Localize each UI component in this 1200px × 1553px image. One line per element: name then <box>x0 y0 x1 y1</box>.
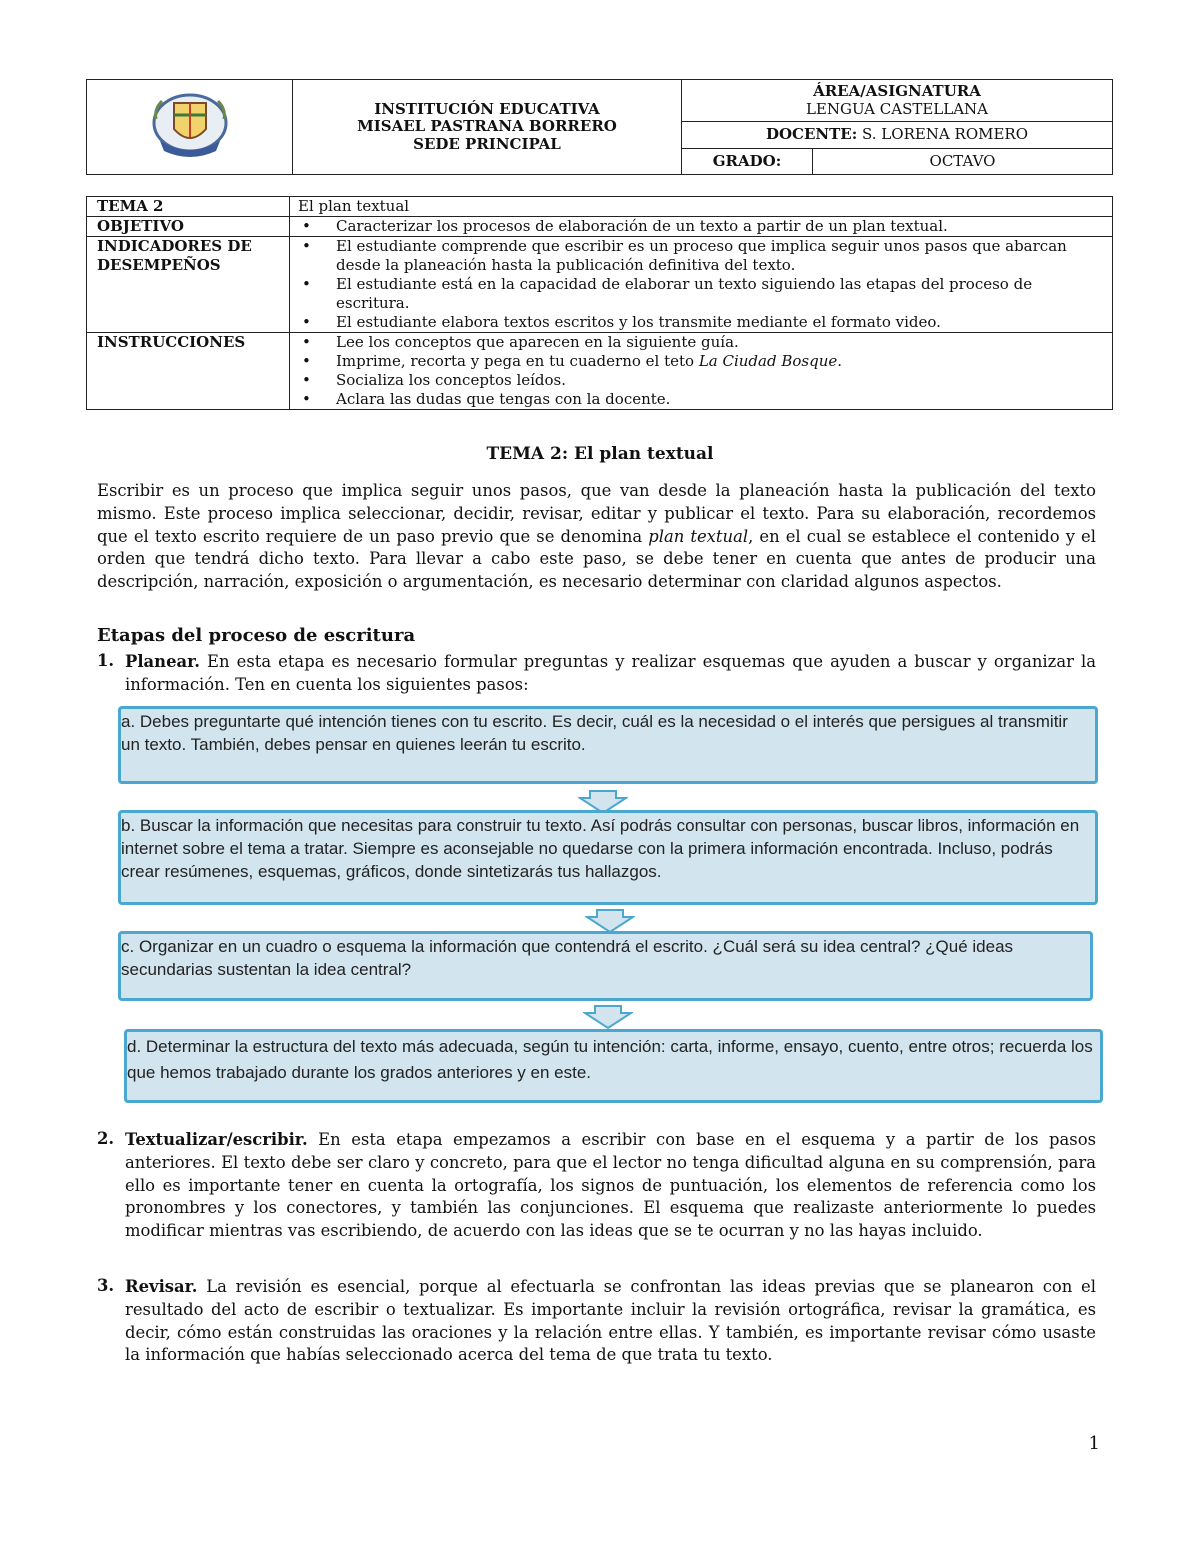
intro-italic: plan textual <box>648 526 749 546</box>
indicadores-cell <box>290 237 1113 333</box>
intro-text-b: , en el cual se establece el contenido y el orden que tendrá dicho texto. Para llevar a cabo este paso, se debe tener en cuenta que antes de producir una descripción, narración, exposición o argumentación, es necesario determinar con claridad algunos aspectos. <box>97 526 1096 592</box>
instruccion-item: • Socializa los conceptos leídos. <box>336 371 1104 390</box>
step3-paragraph <box>125 1276 1096 1367</box>
docente-value: S. LORENA ROMERO <box>862 125 1029 144</box>
indicadores-label: INDICADORES DE DESEMPEÑOS <box>87 237 290 333</box>
tema-value: El plan textual <box>290 197 1113 217</box>
stages-heading: Etapas del proceso de escritura <box>97 625 416 646</box>
page-number: 1 <box>1088 1433 1100 1454</box>
objetivo-item: • Caracterizar los procesos de elaboración de un texto a partir de un plan textual. <box>336 217 1104 236</box>
intro-paragraph <box>97 480 1096 594</box>
objetivo-cell <box>290 217 1113 237</box>
down-arrow-icon <box>585 909 635 933</box>
instruccion-item: • Lee los conceptos que aparecen en la siguiente guía. <box>336 333 1104 352</box>
step2-number: 2. <box>97 1129 115 1148</box>
institution-line2: MISAEL PASTRANA BORRERO <box>357 117 617 136</box>
step-box-c: c. Organizar en un cuadro o esquema la información que contendrá el escrito. ¿Cuál será su idea central? ¿Qué ideas secundarias sustentan la idea central? <box>118 931 1093 1001</box>
institution-line1: INSTITUCIÓN EDUCATIVA <box>374 100 600 119</box>
instruccion-suffix: . <box>837 352 843 370</box>
grado-label: GRADO: <box>682 148 813 174</box>
step2-paragraph <box>125 1129 1096 1243</box>
step-box-d: d. Determinar la estructura del texto más adecuada, según tu intención: carta, informe, ensayo, cuento, entre otros; recuerda los que hemos trabajado durante los grados anteriores y en este. <box>124 1029 1103 1103</box>
school-shield-logo <box>150 89 230 161</box>
instruccion-italic: La Ciudad Bosque <box>698 352 838 370</box>
objetivo-label: OBJETIVO <box>87 217 290 237</box>
step2-title: Textualizar/escribir. <box>125 1130 308 1149</box>
area-value: LENGUA CASTELLANA <box>805 99 989 118</box>
docente-label: DOCENTE: <box>765 125 858 144</box>
step3-title: Revisar. <box>125 1277 198 1296</box>
instruccion-text: Imprime, recorta y pega en tu cuaderno el teto <box>336 352 699 370</box>
header-table <box>86 79 1113 175</box>
instrucciones-cell <box>290 333 1113 410</box>
institution-cell <box>293 80 682 175</box>
instrucciones-label: INSTRUCCIONES <box>87 333 290 410</box>
logo-cell <box>87 80 293 175</box>
indicador-item: • El estudiante está en la capacidad de elaborar un texto siguiendo las etapas del proceso de escritura. <box>336 275 1104 313</box>
step3-number: 3. <box>97 1276 115 1295</box>
step-box-a: a. Debes preguntarte qué intención tienes con tu escrito. Es decir, cuál es la necesidad o el interés que persigues al transmitir un texto. También, debes pensar en quienes leerán tu escrito. <box>118 706 1098 784</box>
intro-text-a: Escribir es un proceso que implica seguir unos pasos, que van desde la planeación hasta la publicación del texto mismo. Este proceso implica seleccionar, decidir, revisar, editar y publicar el texto. Para su elaboración, recordemos que el texto escrito requiere de un paso previo que se denomina <box>97 481 1096 546</box>
step3-text: La revisión es esencial, porque al efectuarla se confrontan las ideas previas que se planearon con el resultado del acto de escribir o textualizar. Es importante incluir la revisión ortográfica, revisar la gramática, es decir, cómo están construidas las oraciones y la relación entre ellas. Y también, es importante revisar cómo usaste la información que habías seleccionado acerca del tema de que trata tu texto. <box>125 1277 1096 1365</box>
tema-label: TEMA 2 <box>87 197 290 217</box>
indicador-item: • El estudiante elabora textos escritos y los transmite mediante el formato video. <box>336 313 1104 332</box>
institution-line3: SEDE PRINCIPAL <box>413 134 561 153</box>
instruccion-item <box>336 352 1104 371</box>
topic-table <box>86 196 1113 410</box>
step-box-b: b. Buscar la información que necesitas para construir tu texto. Así podrás consultar con personas, buscar libros, información en internet sobre el tema a tratar. Siempre es aconsejable no quedarse con la primera información encontrada. Incluso, podrás crear resúmenes, esquemas, gráficos, donde sintetizarás tus hallazgos. <box>118 810 1098 905</box>
step2-text: En esta etapa empezamos a escribir con base en el esquema y a partir de los pasos anteriores. El texto debe ser claro y concreto, para que el lector no tenga dificultad alguna en su comprensión, para ello es importante tener en cuenta la ortografía, los signos de puntuación, los elementos de referencia como los pronombres y los conectores, y también las conjunciones. El esquema que realizaste anteriormente lo puedes modificar mientras vas escribiendo, de acuerdo con las ideas que se te ocurran y no las hayas incluido. <box>125 1130 1096 1241</box>
step1-text: En esta etapa es necesario formular preguntas y realizar esquemas que ayuden a buscar y organizar la información. Ten en cuenta los siguientes pasos: <box>125 652 1096 694</box>
indicador-item: • El estudiante comprende que escribir es un proceso que implica seguir unos pasos que abarcan desde la planeación hasta la publicación definitiva del texto. <box>336 237 1104 275</box>
area-cell <box>682 80 1113 122</box>
step1-title: Planear. <box>125 652 200 671</box>
down-arrow-icon <box>583 1005 633 1029</box>
grado-value: OCTAVO <box>813 148 1113 174</box>
docente-cell <box>682 122 1113 148</box>
area-label: ÁREA/ASIGNATURA <box>813 82 981 101</box>
step1-paragraph <box>125 651 1096 697</box>
instruccion-item: • Aclara las dudas que tengas con la docente. <box>336 390 1104 409</box>
page-title: TEMA 2: El plan textual <box>486 444 714 464</box>
step1-number: 1. <box>97 651 115 670</box>
